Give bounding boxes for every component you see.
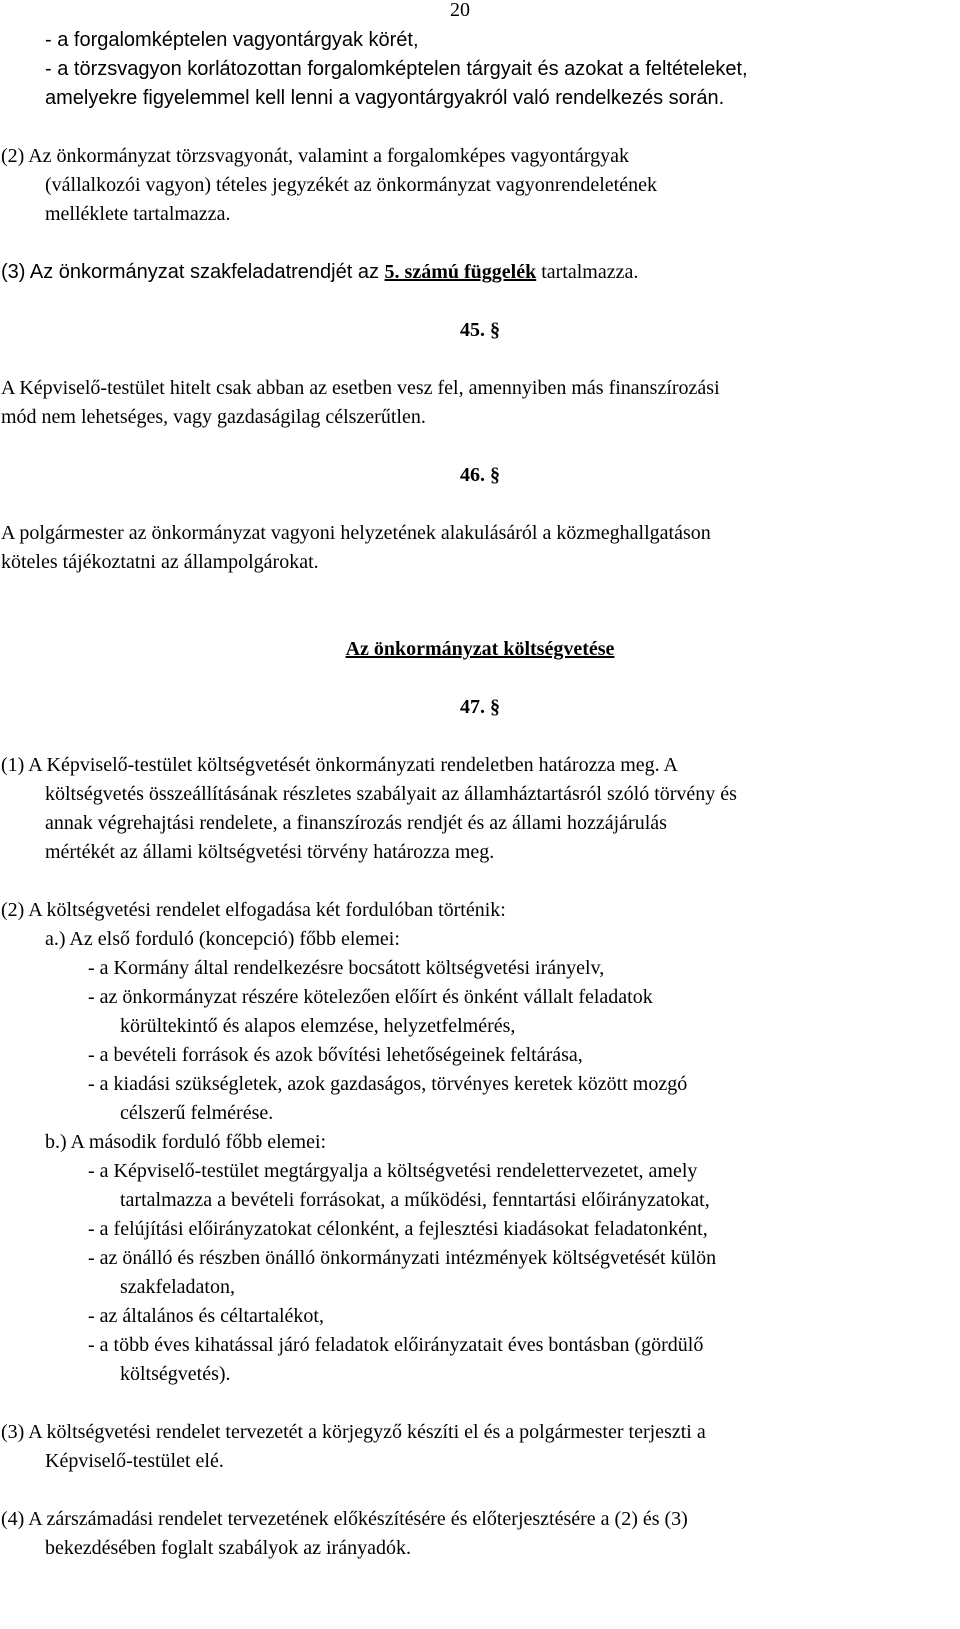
paragraph-line: A Képviselő-testület hitelt csak abban az esetben vesz fel, amennyiben más finanszírozási bbox=[1, 377, 720, 399]
list-item-continuation: amelyekre figyelemmel kell lenni a vagyontárgyakról való rendelkezés során. bbox=[45, 87, 725, 109]
paragraph-text: tartalmazza. bbox=[536, 261, 639, 283]
chapter-title: Az önkormányzat költségvetése bbox=[345, 638, 615, 660]
paragraph-line: Képviselő-testület elé. bbox=[45, 1450, 224, 1472]
appendix-link[interactable]: 5. számú függelék bbox=[384, 261, 537, 283]
list-item: - a Kormány által rendelkezésre bocsátott költségvetési irányelv, bbox=[88, 957, 605, 979]
section-heading: 46. § bbox=[460, 464, 500, 486]
paragraph-line: mód nem lehetséges, vagy gazdaságilag célszerűtlen. bbox=[1, 406, 426, 428]
list-item-continuation: körültekintő és alapos elemzése, helyzetfelmérés, bbox=[120, 1015, 516, 1037]
list-item: - a bevételi források és azok bővítési lehetőségeinek feltárása, bbox=[88, 1044, 583, 1066]
paragraph-line: mértékét az állami költségvetési törvény határozza meg. bbox=[45, 841, 495, 863]
paragraph-line: (3) A költségvetési rendelet tervezetét a körjegyző készíti el és a polgármester terjeszti a bbox=[1, 1421, 706, 1443]
list-item: - az önálló és részben önálló önkormányzati intézmények költségvetését külön bbox=[88, 1247, 717, 1269]
list-item-continuation: tartalmazza a bevételi forrásokat, a működési, fenntartási előirányzatokat, bbox=[120, 1189, 710, 1211]
list-item-continuation: költségvetés). bbox=[120, 1363, 231, 1385]
paragraph-line: (2) A költségvetési rendelet elfogadása két fordulóban történik: bbox=[1, 899, 506, 921]
page-number: 20 bbox=[450, 0, 470, 21]
paragraph-line: (2) Az önkormányzat törzsvagyonát, valamint a forgalomképes vagyontárgyak bbox=[1, 145, 629, 167]
list-item-continuation: szakfeladaton, bbox=[120, 1276, 235, 1298]
section-heading: 45. § bbox=[460, 319, 500, 341]
list-item: - a Képviselő-testület megtárgyalja a költségvetési rendelettervezetet, amely bbox=[88, 1160, 698, 1182]
paragraph-line: melléklete tartalmazza. bbox=[45, 203, 231, 225]
list-item: - a törzsvagyon korlátozottan forgalomképtelen tárgyait és azokat a feltételeket, bbox=[45, 58, 748, 80]
list-item: - az általános és céltartalékot, bbox=[88, 1305, 324, 1327]
paragraph-text: (3) Az önkormányzat szakfeladatrendjét az bbox=[1, 261, 385, 283]
paragraph-line: (vállalkozói vagyon) tételes jegyzékét az önkormányzat vagyonrendeletének bbox=[45, 174, 657, 196]
paragraph-line: (1) A Képviselő-testület költségvetését önkormányzati rendeletben határozza meg. A bbox=[1, 754, 678, 776]
sublist-label: b.) A második forduló főbb elemei: bbox=[45, 1131, 327, 1153]
paragraph-line: annak végrehajtási rendelete, a finanszírozás rendjét és az állami hozzájárulás bbox=[45, 812, 667, 834]
paragraph-line: (4) A zárszámadási rendelet tervezetének előkészítésére és előterjesztésére a (2) és (3) bbox=[1, 1508, 688, 1530]
sublist-label: a.) Az első forduló (koncepció) főbb elemei: bbox=[45, 928, 400, 950]
paragraph-line: költségvetés összeállításának részletes szabályait az államháztartásról szóló törvény és bbox=[45, 783, 737, 805]
list-item-continuation: célszerű felmérése. bbox=[120, 1102, 274, 1124]
section-heading: 47. § bbox=[460, 696, 500, 718]
list-item: - a kiadási szükségletek, azok gazdaságos, törvényes keretek között mozgó bbox=[88, 1073, 688, 1095]
list-item: - a több éves kihatással járó feladatok előirányzatait éves bontásban (gördülő bbox=[88, 1334, 704, 1356]
list-item: - az önkormányzat részére kötelezően előírt és önként vállalt feladatok bbox=[88, 986, 653, 1008]
list-item: - a felújítási előirányzatokat célonként, a fejlesztési kiadásokat feladatonként, bbox=[88, 1218, 708, 1240]
paragraph-line: A polgármester az önkormányzat vagyoni helyzetének alakulásáról a közmeghallgatáson bbox=[1, 522, 711, 544]
paragraph-line bbox=[1, 260, 638, 284]
paragraph-line: köteles tájékoztatni az állampolgárokat. bbox=[1, 551, 319, 573]
list-item: - a forgalomképtelen vagyontárgyak körét, bbox=[45, 29, 419, 51]
paragraph-line: bekezdésében foglalt szabályok az irányadók. bbox=[45, 1537, 411, 1559]
